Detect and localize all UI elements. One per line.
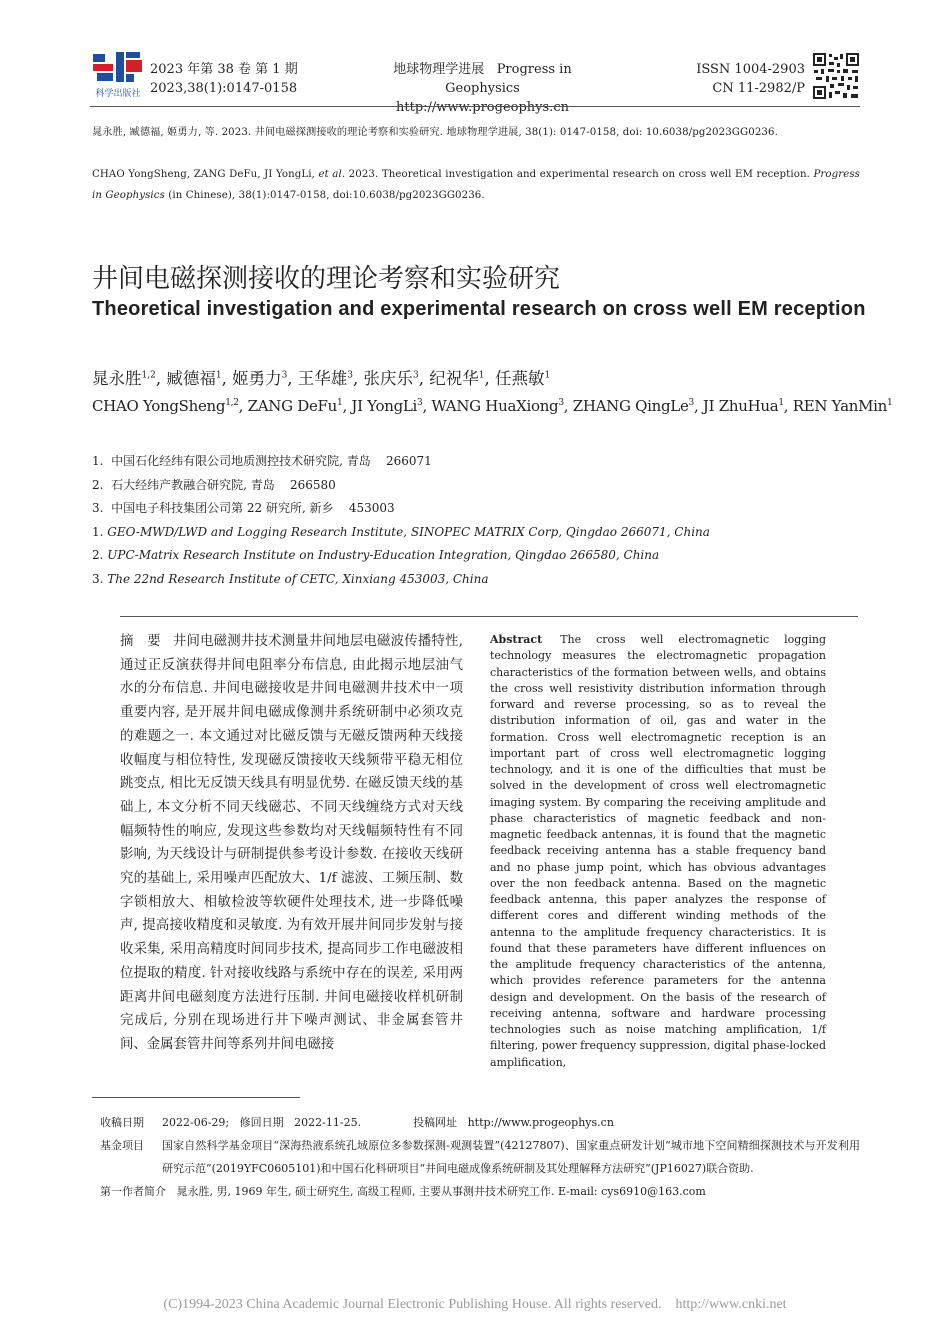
- author-affil-sup: 1,2: [141, 370, 156, 381]
- affiliation-en: 2. UPC-Matrix Research Institute on Industry-Education Integration, Qingdao 266580, China: [92, 548, 660, 562]
- author-affil-sup: 3: [281, 370, 288, 381]
- abstract-rule: [120, 616, 858, 617]
- affiliation-zh: 2. 石大经纬产教融合研究院, 青岛 266580: [92, 477, 336, 492]
- affiliation-zh: 3. 中国电子科技集团公司第 22 研究所, 新乡 453003: [92, 501, 395, 515]
- journal-name-en: Progress in Geophysics: [445, 62, 572, 96]
- footnotes: [100, 1111, 860, 1203]
- author-name: CHAO YongSheng: [92, 397, 226, 415]
- author-affil-sup: 1: [778, 398, 784, 408]
- footnote-author: 第一作者简介 晁永胜, 男, 1969 年生, 硕士研究生, 高级工程师, 主要从事测井技术研究工作. E-mail: cys6910@163.com: [100, 1185, 706, 1198]
- citation-zh: 晁永胜, 臧德福, 姬勇力, 等. 2023. 井间电磁探测接收的理论考察和实验研究. 地球物理学进展, 38(1): 0147-0158, doi: 10.6038/pg2023GG0236.: [92, 127, 778, 138]
- author-name: 王华雄: [297, 369, 348, 388]
- publisher-logo: [92, 50, 144, 100]
- citation-en: CHAO YongSheng, ZANG DeFu, JI YongLi, et al. 2023. Theoretical investigation and experimental research on cross well EM reception. Progress in Geophysics (in Chinese), 38(1):0147-0158, doi:10.6038/pg2023GG0236.: [92, 169, 860, 201]
- abstract-zh-text: 井间电磁测井技术测量井间地层电磁波传播特性, 通过正反演获得井间电阻率分布信息, 由此揭示地层油气水的分布信息. 井间电磁接收是井间电磁测井技术中一项重要内容, 是开展井间电磁成像测井系统研制中必须攻克的难题之一. 本文通过对比磁反馈与无磁反馈两种天线接收幅度与相位特性, 发现磁反馈接收天线频带平稳无相位跳变点, 相比无反馈天线具有明显优势. 在磁反馈天线的基础上, 本文分析不同天线磁芯、不同天线缠绕方式对天线幅频特性的响应, 发现这些参数均对天线幅频特性有不同影响, 为天线设计与研制提供参考设计参数. 在接收天线研究的基础上, 采用噪声匹配放大、1/f 滤波、工频压制、数字锁相放大、相敏检波等软硬件处理技术, 进一步降低噪声, 提高接收精度和灵敏度. 为有效开展井间同步发射与接收采集, 采用高精度时间同步技术, 提高同步工作电磁波相位提取的精度. 针对接收线路与系统中存在的误差, 采用两距离井间电磁刻度方法进行压制. 井间电磁接收样机研制完成后, 分别在现场进行井下噪声测试、非金属套管井间、金属套管井间等系列井间电磁接: [120, 634, 463, 1052]
- footnote-rule: [92, 1097, 300, 1098]
- cn-number: CN 11-2982/P: [712, 81, 805, 96]
- author-affil-sup: 1: [478, 370, 485, 381]
- author-name: ZANG DeFu: [247, 397, 337, 415]
- affiliation-zh: 1. 中国石化经纬有限公司地质测控技术研究院, 青岛 266071: [92, 454, 432, 468]
- journal-name-zh: 地球物理学进展: [393, 62, 485, 77]
- author-affil-sup: 1,2: [225, 398, 239, 408]
- footnote-dates: 收稿日期 2022-06-29; 修回日期 2022-11-25. 投稿网址 http://www.progeophys.cn: [100, 1116, 614, 1129]
- journal-info: [355, 60, 610, 117]
- author-name: 姬勇力: [232, 369, 282, 388]
- title-en: Theoretical investigation and experimental research on cross well EM reception: [92, 298, 866, 320]
- author-name: 张庆乐: [363, 369, 414, 388]
- author-name: ZHANG QingLe: [572, 397, 689, 415]
- abstract-en-text: The cross well electromagnetic logging technology measures the electromagnetic propagation characteristics of the formation between wells, and obtains the cross well resistivity distribution information through forward and reverse processing, so as to reveal the distribution information of oil, gas and water in the formation. Cross well electromagnetic reception is an important part of cross well electromagnetic logging technology, and it is one of the difficulties that must be solved in the development of cross well electromagnetic imaging system. By comparing the receiving amplitude and phase characteristics of magnetic feedback and non-magnetic feedback antennas, it is found that the magnetic feedback receiving antenna has a stable frequency band and no phase jump point, which has obvious advantages over the non feedback antenna. Based on the magnetic feedback antenna, this paper analyzes the response of different cores and different winding methods of the antenna to the amplitude frequency characteristics. It is found that these parameters have different influences on the amplitude frequency characteristics of the antenna, which provides reference parameters for the antenna design and development. On the basis of the research of receiving antenna, software and hardware processing technologies such as noise matching amplification, 1/f filtering, power frequency suppression, digital phase-locked amplification,: [490, 633, 826, 1069]
- author-name: REN YanMin: [792, 397, 888, 415]
- header-rule: [90, 106, 860, 107]
- author-name: JI ZhuHua: [702, 397, 779, 415]
- affiliation-en: 3. The 22nd Research Institute of CETC, Xinxiang 453003, China: [92, 571, 489, 586]
- authors-en: CHAO YongSheng$^{1,2}$, ZANG DeFu$^1$, JI YongLi$^3$, WANG HuaXiong$^3$, ZHANG QingLe$^3$, JI ZhuHua$^1$, REN YanMin$^1$: [92, 397, 893, 415]
- qr-code-icon: [812, 52, 860, 100]
- issue-line-1: 2023 年第 38 卷 第 1 期: [150, 62, 298, 77]
- author-affil-sup: 3: [688, 398, 694, 408]
- author-affil-sup: 3: [417, 398, 423, 408]
- author-name: JI YongLi: [351, 397, 418, 415]
- issue-info: [150, 60, 298, 98]
- authors-zh: 晁永胜$^{1,2}$, 臧德福$^1$, 姬勇力$^3$, 王华雄$^3$, 张庆乐$^3$, 纪祝华$^1$, 任燕敏$^1$: [92, 369, 551, 388]
- author-affil-sup: 1: [337, 398, 343, 408]
- author-name: 纪祝华: [429, 369, 479, 388]
- abstract-en: [490, 632, 826, 1071]
- journal-url[interactable]: http://www.progeophys.cn: [396, 100, 569, 115]
- issn-info: [660, 60, 805, 98]
- author-name: 任燕敏: [495, 369, 545, 388]
- affiliation-en: 1. GEO-MWD/LWD and Logging Research Institute, SINOPEC MATRIX Corp, Qingdao 266071, China: [92, 524, 710, 539]
- logo-text: 科学出版社: [95, 89, 141, 99]
- issue-line-2: 2023,38(1):0147-0158: [150, 81, 298, 96]
- affiliations: [92, 450, 710, 591]
- author-affil-sup: 3: [347, 370, 354, 381]
- author-name: 臧德福: [166, 369, 216, 388]
- abstract-zh: [120, 630, 463, 1057]
- title-zh: 井间电磁探测接收的理论考察和实验研究: [92, 264, 561, 294]
- citation-etal: et al: [318, 169, 342, 180]
- author-affil-sup: 3: [558, 398, 564, 408]
- abstract-en-label: Abstract: [490, 633, 543, 646]
- abstract-zh-label: 摘 要: [120, 634, 161, 649]
- copyright: (C)1994-2023 China Academic Journal Electronic Publishing House. All rights reserved. http://www.cnki.net: [163, 1297, 787, 1312]
- author-affil-sup: 1: [544, 370, 551, 381]
- issn: ISSN 1004-2903: [696, 62, 805, 77]
- author-affil-sup: 3: [413, 370, 419, 381]
- author-affil-sup: 1: [215, 370, 222, 381]
- citation-journal: Progress in Geophysics: [92, 169, 860, 201]
- author-name: WANG HuaXiong: [431, 397, 559, 415]
- author-name: 晁永胜: [92, 369, 142, 388]
- author-affil-sup: 1: [887, 398, 893, 408]
- footnote-fund: 基金项目 国家自然科学基金项目“深海热液系统孔域原位多参数探测-观测装置”(42127807)、国家重点研发计划“城市地下空间精细探测技术与开发利用研究示范”(2019YFC0605101)和中国石化科研项目“井间电磁成像系统研制及其处理解释方法研究”(JP16027)联合资助.: [100, 1139, 860, 1175]
- submission-url[interactable]: http://www.progeophys.cn: [467, 1116, 614, 1129]
